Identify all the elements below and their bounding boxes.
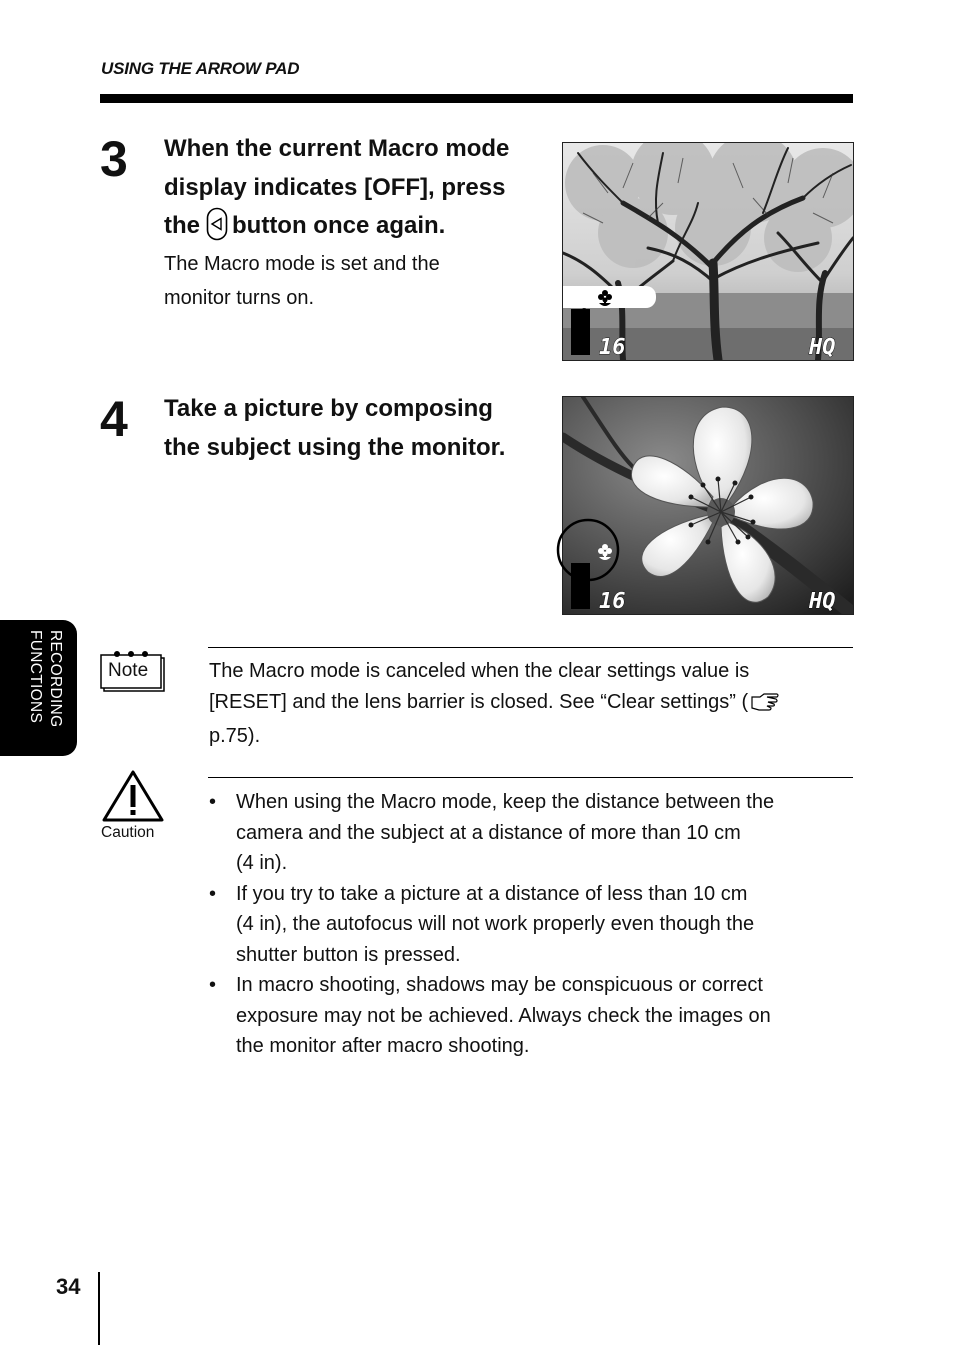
list-item — [209, 970, 859, 1062]
side-tab-line2: FUNCTIONS — [27, 630, 44, 724]
note-line2 — [209, 687, 859, 721]
step-4-title-line1: Take a picture by composing — [164, 395, 493, 422]
caution-item-3-line3: the monitor after macro shooting. — [236, 1035, 530, 1057]
step-4-title-line2: the subject using the monitor. — [164, 433, 506, 461]
quality-indicator: HQ — [809, 589, 836, 614]
frames-remaining: 16 — [599, 335, 626, 360]
battery-bar — [571, 309, 590, 355]
caution-icon — [101, 768, 165, 844]
note-line3: p.75). — [209, 725, 261, 747]
page-number: 34 — [56, 1274, 81, 1299]
section-title: USING THE ARROW PAD — [101, 59, 300, 78]
caution-list — [209, 787, 859, 1062]
side-section-tab — [0, 620, 77, 756]
list-item — [209, 879, 859, 971]
note-text — [209, 656, 859, 752]
bullet: • — [209, 974, 217, 996]
step-3-number: 3 — [100, 131, 128, 187]
list-item — [209, 787, 859, 879]
quality-indicator: HQ — [809, 335, 836, 360]
note-label: Note — [108, 660, 149, 681]
caution-item-2-line3: shutter button is pressed. — [236, 943, 461, 966]
pointing-hand-icon — [750, 690, 780, 721]
note-line2-text: [RESET] and the lens barrier is closed. See “Clear settings” ( — [209, 691, 749, 713]
caution-item-3-line2: exposure may not be achieved. Always check the images on — [236, 1004, 771, 1027]
side-tab-label — [25, 630, 65, 748]
caution-item-3-line1: In macro shooting, shadows may be conspicuous or correct — [236, 974, 763, 996]
note-icon — [100, 648, 170, 694]
caution-item-1-line2: camera and the subject at a distance of more than 10 cm — [236, 821, 741, 844]
caution-item-1-line1: When using the Macro mode, keep the distance between the — [236, 791, 775, 813]
macro-highlight-circle — [556, 518, 626, 588]
caution-item-2-line2: (4 in), the autofocus will not work properly even though the — [236, 913, 755, 935]
step-4-title — [164, 390, 554, 467]
header-rule — [100, 94, 853, 103]
step-3-description — [164, 247, 440, 315]
step-3-description-line1: The Macro mode is set and the — [164, 253, 440, 275]
monitor-photo-trees — [562, 142, 854, 361]
step-4-number: 4 — [100, 391, 128, 447]
side-tab-line1: RECORDING — [47, 630, 64, 728]
note-line1: The Macro mode is canceled when the clear settings value is — [209, 660, 750, 682]
step-3-title — [164, 130, 544, 254]
caution-rule — [208, 777, 853, 778]
note-rule — [208, 647, 853, 648]
step-3-title-end: button once again. — [232, 212, 446, 239]
page-number-rule — [98, 1272, 100, 1345]
step-3-description-line2: monitor turns on. — [164, 287, 315, 309]
caution-item-2-line1: If you try to take a picture at a distance of less than 10 cm — [236, 882, 748, 905]
bullet: • — [209, 791, 217, 813]
caution-label: Caution — [101, 824, 155, 841]
step-3-title-text: When the current Macro mode display indicates [OFF], press the — [164, 135, 510, 239]
frames-remaining: 16 — [599, 589, 626, 614]
bullet: • — [209, 882, 217, 905]
caution-item-1-line3: (4 in). — [236, 852, 288, 874]
